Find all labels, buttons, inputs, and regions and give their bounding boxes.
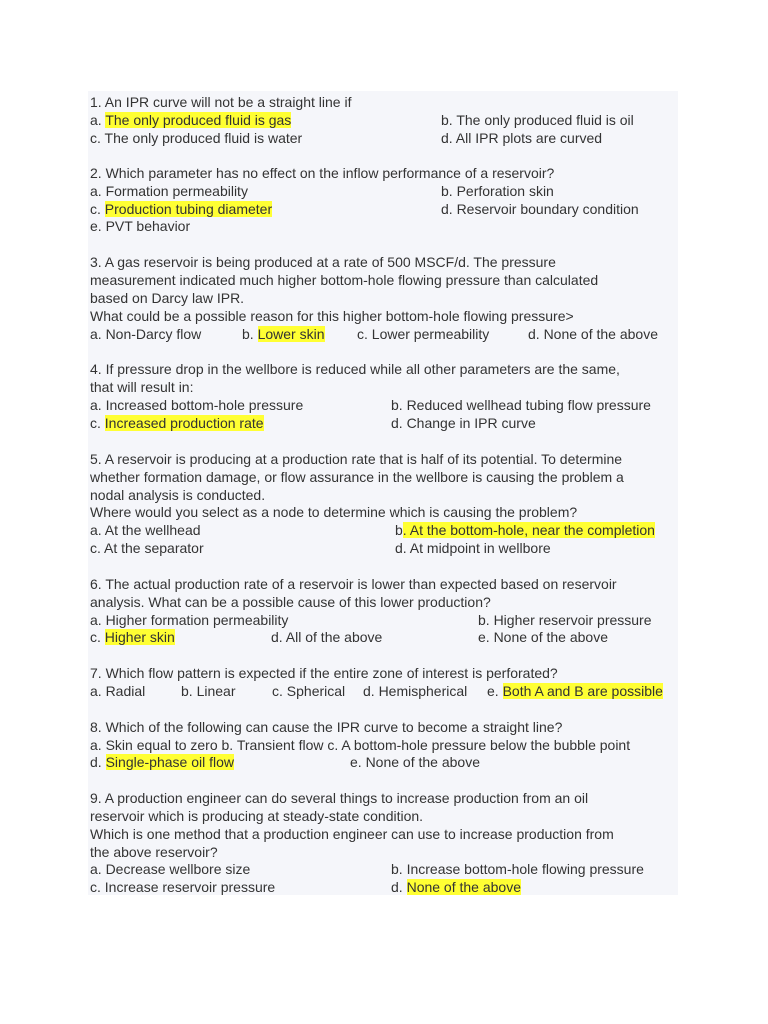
option-prefix: c. bbox=[90, 415, 105, 431]
question-7-option-d: d. Hemispherical bbox=[363, 683, 468, 699]
question-8-option-d bbox=[90, 753, 234, 771]
question-4-option-d: d. Change in IPR curve bbox=[391, 415, 536, 431]
question-5-stem-line-1: 5. A reservoir is producing at a production rate that is half of its potential. To determine bbox=[90, 451, 623, 467]
question-3-option-c: c. Lower permeability bbox=[357, 326, 490, 342]
option-prefix: e. bbox=[487, 683, 503, 699]
question-8-stem: 8. Which of the following can cause the IPR curve to become a straight line? bbox=[90, 719, 563, 735]
highlighted-answer: Higher skin bbox=[104, 629, 175, 645]
question-5-option-b bbox=[395, 521, 655, 539]
question-5-stem-line-2: whether formation damage, or flow assurance in the wellbore is causing the problem a bbox=[90, 469, 624, 485]
question-9-option-b: b. Increase bottom-hole flowing pressure bbox=[391, 861, 644, 877]
question-7-option-c: c. Spherical bbox=[272, 683, 346, 699]
question-1-option-a bbox=[90, 111, 291, 129]
question-9-stem-line-2: reservoir which is producing at steady-state condition. bbox=[90, 808, 424, 824]
option-prefix: b. bbox=[242, 326, 258, 342]
question-9-stem-line-1: 9. A production engineer can do several things to increase production from an oil bbox=[90, 790, 589, 806]
question-3-stem-line-1: 3. A gas reservoir is being produced at a rate of 500 MSCF/d. The pressure bbox=[90, 254, 556, 270]
highlighted-answer: Single-phase oil flow bbox=[105, 754, 234, 770]
question-3-stem-line-4: What could be a possible reason for this higher bottom-hole flowing pressure> bbox=[90, 308, 574, 324]
question-1-stem: 1. An IPR curve will not be a straight line if bbox=[90, 94, 352, 110]
question-8-option-e: e. None of the above bbox=[350, 754, 480, 770]
highlighted-answer: None of the above bbox=[406, 879, 521, 895]
question-8-options-abc: a. Skin equal to zero b. Transient flow c. A bottom-hole pressure below the bubble point bbox=[90, 737, 631, 753]
question-4-option-a: a. Increased bottom-hole pressure bbox=[90, 397, 304, 413]
question-6-option-c bbox=[90, 628, 175, 646]
question-1-option-d: d. All IPR plots are curved bbox=[441, 130, 603, 146]
question-6-option-b: b. Higher reservoir pressure bbox=[478, 612, 652, 628]
question-3-option-b bbox=[242, 325, 325, 343]
option-prefix: a. bbox=[90, 112, 106, 128]
question-6-option-d: d. All of the above bbox=[271, 629, 383, 645]
question-2-stem: 2. Which parameter has no effect on the inflow performance of a reservoir? bbox=[90, 165, 555, 181]
question-6-option-e: e. None of the above bbox=[478, 629, 608, 645]
highlighted-answer: Production tubing diameter bbox=[104, 201, 273, 217]
question-9-option-c: c. Increase reservoir pressure bbox=[90, 879, 276, 895]
question-4-option-c bbox=[90, 414, 264, 432]
question-9-stem-line-4: the above reservoir? bbox=[90, 844, 218, 860]
question-4-stem-line-1: 4. If pressure drop in the wellbore is reduced while all other parameters are the same, bbox=[90, 361, 620, 377]
question-3-option-a: a. Non-Darcy flow bbox=[90, 326, 202, 342]
option-prefix: c. bbox=[90, 201, 105, 217]
question-5-option-a: a. At the wellhead bbox=[90, 522, 201, 538]
question-5-stem-line-3: nodal analysis is conducted. bbox=[90, 487, 266, 503]
option-prefix: d. bbox=[391, 879, 407, 895]
question-9-option-d bbox=[391, 878, 521, 896]
question-7-stem: 7. Which flow pattern is expected if the entire zone of interest is perforated? bbox=[90, 665, 558, 681]
question-9-stem-line-3: Which is one method that a production engineer can use to increase production from bbox=[90, 826, 614, 842]
highlighted-answer: The only produced fluid is gas bbox=[105, 112, 292, 128]
highlighted-answer: Lower skin bbox=[257, 326, 325, 342]
question-7-option-b: b. Linear bbox=[181, 683, 236, 699]
option-prefix: b bbox=[395, 522, 403, 538]
question-5-option-d: d. At midpoint in wellbore bbox=[395, 540, 551, 556]
question-6-option-a: a. Higher formation permeability bbox=[90, 612, 289, 628]
option-prefix: c. bbox=[90, 629, 105, 645]
question-6-stem-line-1: 6. The actual production rate of a reservoir is lower than expected based on reservoir bbox=[90, 576, 617, 592]
question-1-option-c: c. The only produced fluid is water bbox=[90, 130, 303, 146]
question-2-option-b: b. Perforation skin bbox=[441, 183, 554, 199]
question-2-option-a: a. Formation permeability bbox=[90, 183, 248, 199]
option-prefix: d. bbox=[90, 754, 106, 770]
question-1-option-b: b. The only produced fluid is oil bbox=[441, 112, 634, 128]
question-3-stem-line-2: measurement indicated much higher bottom-hole flowing pressure than calculated bbox=[90, 272, 599, 288]
question-3-stem-line-3: based on Darcy law IPR. bbox=[90, 290, 245, 306]
highlighted-answer: Increased production rate bbox=[104, 415, 264, 431]
question-4-stem-line-2: that will result in: bbox=[90, 379, 194, 395]
question-2-option-d: d. Reservoir boundary condition bbox=[441, 201, 639, 217]
question-2-option-e: e. PVT behavior bbox=[90, 218, 191, 234]
question-7-option-e bbox=[487, 682, 663, 700]
question-5-stem-line-4: Where would you select as a node to determine which is causing the problem? bbox=[90, 504, 578, 520]
question-7-option-a: a. Radial bbox=[90, 683, 146, 699]
highlighted-answer: Both A and B are possible bbox=[502, 683, 663, 699]
question-3-option-d: d. None of the above bbox=[528, 326, 658, 342]
question-2-option-c bbox=[90, 200, 272, 218]
question-5-option-c: c. At the separator bbox=[90, 540, 204, 556]
question-6-stem-line-2: analysis. What can be a possible cause of this lower production? bbox=[90, 594, 491, 610]
highlighted-answer: . At the bottom-hole, near the completion bbox=[402, 522, 655, 538]
question-4-option-b: b. Reduced wellhead tubing flow pressure bbox=[391, 397, 651, 413]
question-9-option-a: a. Decrease wellbore size bbox=[90, 861, 251, 877]
